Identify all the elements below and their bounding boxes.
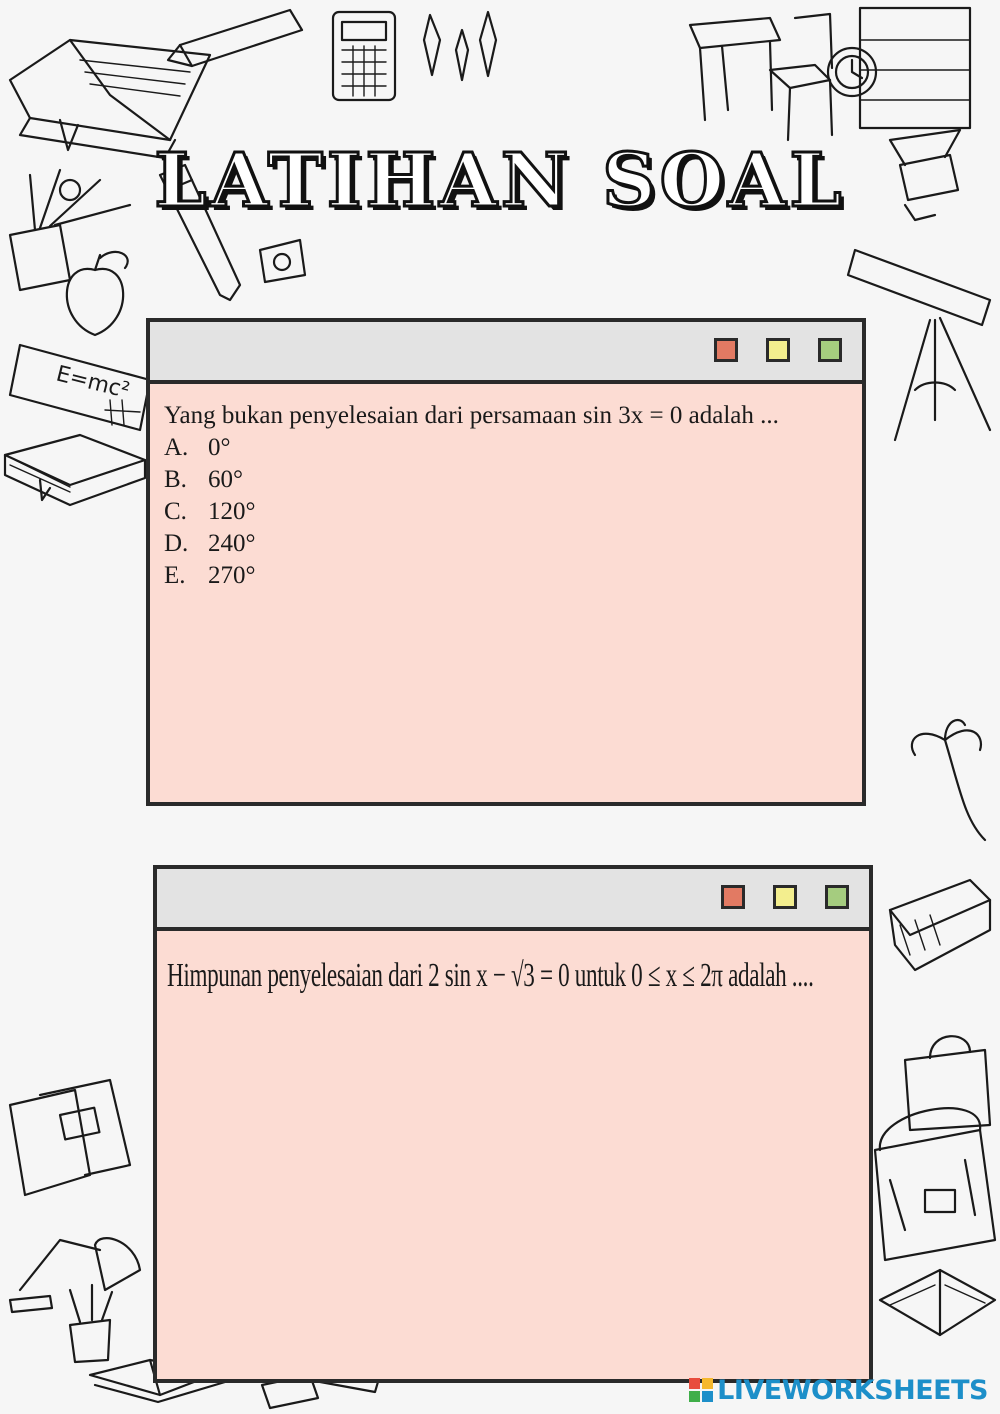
question-1 [164, 400, 779, 592]
pencil-box-icon [890, 880, 990, 970]
watermark[interactable] [689, 1375, 988, 1406]
telescope-icon [848, 250, 990, 440]
watermark-text: LIVEWORKSHEETS [717, 1375, 988, 1406]
desk-chair-icon [690, 14, 832, 140]
maximize-square-icon[interactable] [825, 885, 849, 909]
palm-tree-icon [912, 720, 985, 840]
formula-card-icon [10, 345, 150, 430]
sharpener-icon [260, 240, 305, 282]
backpack-icon [875, 1108, 995, 1260]
abacus-clock-icon [828, 8, 970, 128]
bag-icon [905, 1036, 990, 1130]
question-window-1 [146, 318, 866, 806]
closed-book-icon [5, 435, 145, 505]
option-c[interactable]: C. 120° [164, 498, 256, 525]
apple-icon [67, 252, 128, 335]
maximize-square-icon[interactable] [818, 338, 842, 362]
question-window-2 [153, 865, 873, 1383]
liveworksheets-logo-icon [689, 1378, 713, 1402]
page-title: LATIHAN SOAL [154, 138, 846, 224]
minimize-square-icon[interactable] [773, 885, 797, 909]
option-e[interactable]: E. 270° [164, 562, 256, 589]
open-book-icon-3 [880, 1270, 995, 1335]
minimize-square-icon[interactable] [766, 338, 790, 362]
question-1-text: Yang bukan penyelesaian dari persamaan sin 3x = 0 adalah ... [164, 402, 779, 429]
close-square-icon[interactable] [714, 338, 738, 362]
close-square-icon[interactable] [721, 885, 745, 909]
window-titlebar [157, 869, 869, 931]
notebook-icon [10, 1080, 130, 1195]
pen-cup-icon [70, 1285, 112, 1362]
option-b[interactable]: B. 60° [164, 466, 243, 493]
question-2-text: Himpunan penyelesaian dari 2 sin x − √3 = 0 untuk 0 ≤ x ≤ 2π adalah .... [167, 957, 814, 994]
option-d[interactable]: D. 240° [164, 530, 256, 557]
pencil-icon [168, 10, 302, 66]
window-titlebar [150, 322, 862, 384]
option-a[interactable]: A. 0° [164, 434, 231, 461]
svg-text:E=mc²: E=mc² [53, 361, 133, 404]
desk-lamp-icon [10, 1238, 140, 1312]
pen-nib-icon [424, 12, 496, 80]
calculator-icon [333, 12, 395, 100]
